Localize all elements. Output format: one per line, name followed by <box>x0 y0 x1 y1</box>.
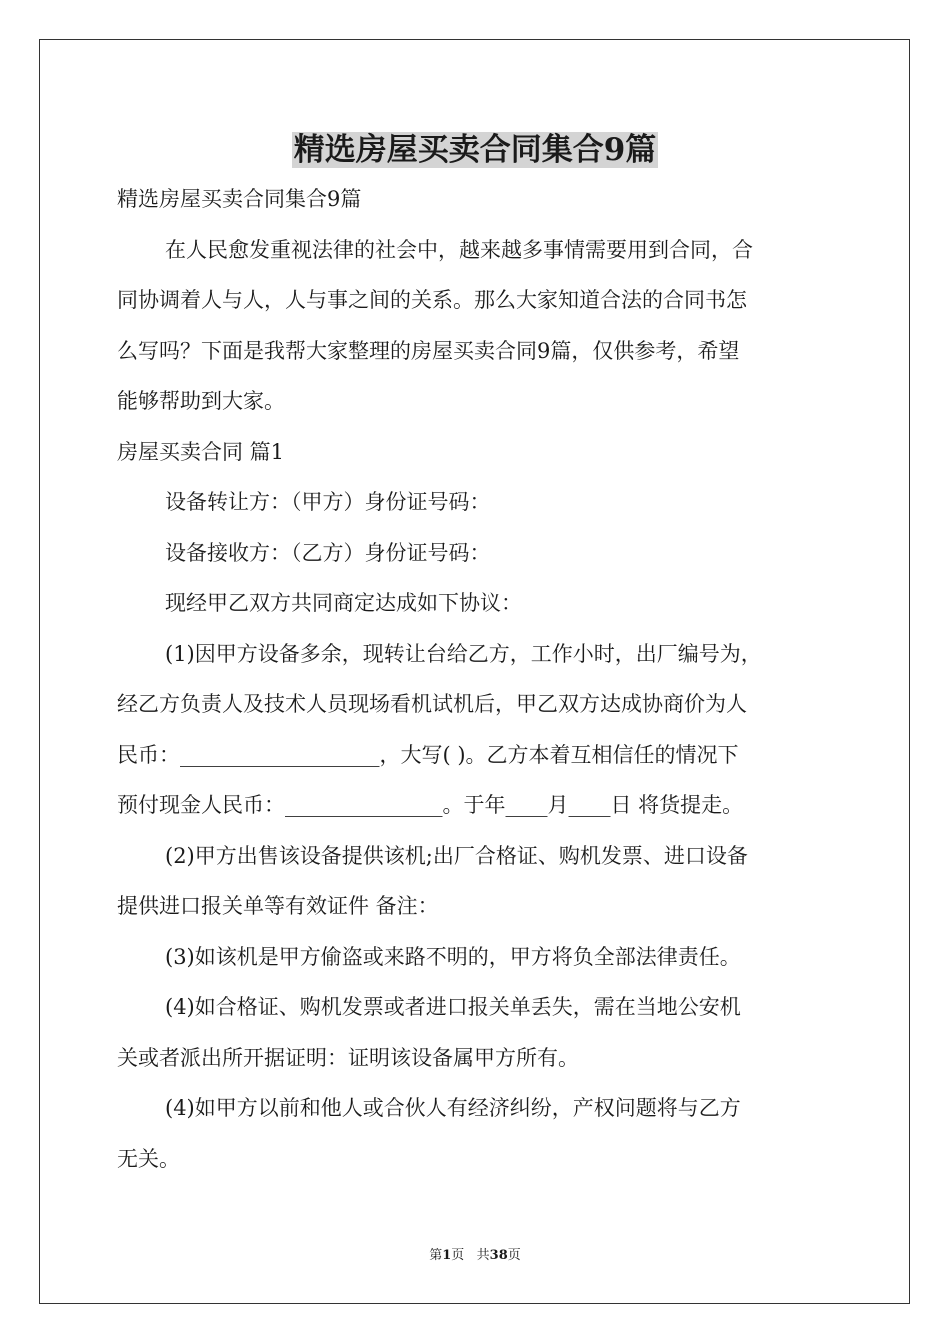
document-title-text: 精选房屋买卖合同集合9篇 <box>293 132 657 168</box>
text-line: 在人民愈发重视法律的社会中，越来越多事情需要用到合同，合 <box>165 237 753 262</box>
text-line: (3)如该机是甲方偷盗或来路不明的，甲方将负全部法律责任。 <box>165 944 741 969</box>
text-line: (4)如甲方以前和他人或合伙人有经济纠纷，产权问题将与乙方 <box>165 1096 741 1120</box>
text-line: 民币：___________________，大写( )。乙方本着互相信任的情况下 <box>117 742 739 767</box>
text-line: 精选房屋买卖合同集合9篇 <box>117 187 362 211</box>
text-line: 能够帮助到大家。 <box>117 389 285 413</box>
footer-prefix: 第 <box>429 1248 443 1263</box>
footer-middle: 页 共 <box>451 1248 490 1263</box>
text-line: 关或者派出所开据证明：证明该设备属甲方所有。 <box>117 1045 579 1070</box>
document-body <box>117 174 837 1184</box>
text-line: (1)因甲方设备多余，现转让台给乙方，工作小时，出厂编号为， <box>165 641 762 666</box>
text-line: 设备转让方：（甲方）身份证号码： <box>165 490 491 514</box>
text-line: 提供进口报关单等有效证件 备注： <box>117 894 439 918</box>
page-footer <box>0 1246 950 1266</box>
text-line: 同协调着人与人，人与事之间的关系。那么大家知道合法的合同书怎 <box>117 288 747 312</box>
footer-total-pages: 38 <box>489 1248 508 1263</box>
footer-current-page: 1 <box>442 1248 452 1263</box>
text-line: (2)甲方出售该设备提供该机;出厂合格证、购机发票、进口设备 <box>165 843 748 868</box>
text-line: 现经甲乙双方共同商定达成如下协议： <box>165 591 522 615</box>
text-line: 么写吗？下面是我帮大家整理的房屋买卖合同9篇，仅供参考，希望 <box>117 338 740 363</box>
text-line: 经乙方负责人及技术人员现场看机试机后，甲乙双方达成协商价为人 <box>117 692 747 716</box>
text-line: 设备接收方：（乙方）身份证号码： <box>165 540 491 565</box>
text-line: 无关。 <box>117 1146 180 1171</box>
text-line: 预付现金人民币：_______________。于年____月____日 将货提走。 <box>117 793 744 817</box>
text-line: 房屋买卖合同 篇1 <box>117 439 285 464</box>
document-title <box>0 122 950 178</box>
text-line: (4)如合格证、购机发票或者进口报关单丢失，需在当地公安机 <box>165 995 741 1019</box>
footer-suffix: 页 <box>507 1248 521 1263</box>
